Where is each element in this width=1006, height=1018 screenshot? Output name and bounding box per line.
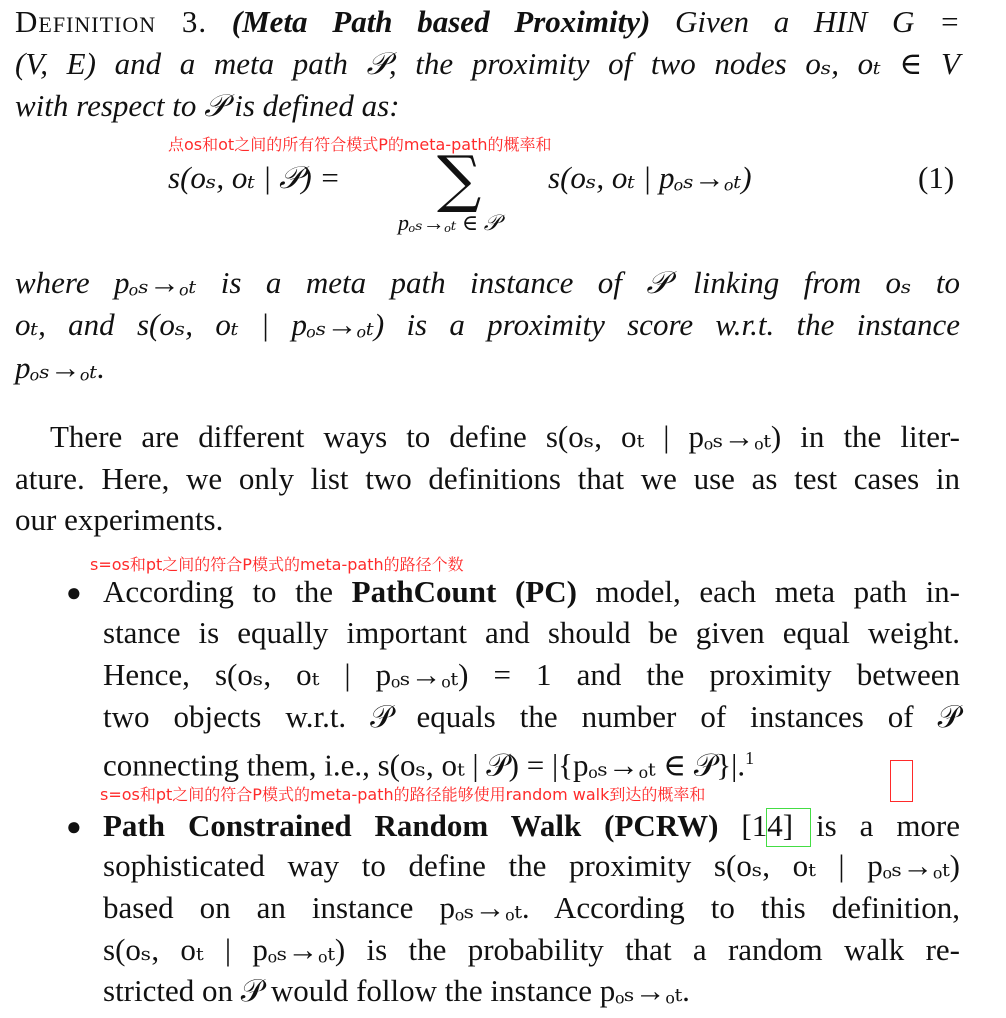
where-line: pₒₛ→ₒₜ. (15, 350, 106, 385)
citation-link[interactable]: [14] (741, 808, 794, 843)
paragraph-line: our experiments. (15, 502, 224, 537)
sum-symbol: ∑ (437, 142, 482, 215)
where-line: oₜ, and s(oₛ, oₜ | pₒₛ→ₒₜ) is a proximity score w.r.t. the instance (15, 307, 960, 342)
definition-line-2: (V, E) and a meta path 𝒫, the proximity of two nodes oₛ, oₜ ∈ V (15, 46, 960, 81)
model-name: Path Constrained Random Walk (PCRW) (103, 808, 719, 843)
bullet1-line (103, 574, 960, 610)
definition-title: (Meta Path based Proximity) (231, 4, 651, 39)
definition-label: Definition 3. (15, 4, 208, 39)
bullet1-line (103, 740, 754, 783)
text: is a more (816, 808, 961, 843)
equation-number: (1) (918, 160, 955, 195)
text: According to the (103, 574, 334, 609)
definition-line-3: with respect to 𝒫 is defined as: (15, 88, 400, 123)
bullet2-line: s(oₛ, oₜ | pₒₛ→ₒₜ) is the probability that a random walk re- (103, 932, 960, 967)
citation-highlight-box (766, 808, 811, 847)
paragraph-line: There are different ways to define s(oₛ, oₜ | pₒₛ→ₒₜ) in the liter- (50, 419, 960, 454)
bullet1-line: Hence, s(oₛ, oₜ | pₒₛ→ₒₜ) = 1 and the proximity between (103, 657, 960, 692)
bullet2-line (103, 808, 960, 844)
equation-rhs: s(oₛ, oₜ | pₒₛ→ₒₜ) (548, 160, 752, 195)
sum-subscript: pₒₛ→ₒₜ ∈ 𝒫 (398, 210, 500, 235)
annotation-pcrw: s=os和pt之间的符合P模式的meta-path的路径能够使用random walk到达的概率和 (100, 785, 706, 804)
footnote-highlight-box (890, 760, 913, 802)
annotation-pc: s=os和pt之间的符合P模式的meta-path的路径个数 (90, 555, 464, 574)
equation-lhs: s(oₛ, oₜ | 𝒫) = (168, 160, 341, 195)
bullet1-line: two objects w.r.t. 𝒫 equals the number of instances of 𝒫 (103, 699, 960, 734)
bullet2-line: sophisticated way to define the proximity s(oₛ, oₜ | pₒₛ→ₒₜ) (103, 848, 960, 883)
footnote-link[interactable]: 1 (745, 748, 755, 768)
paragraph-line: ature. Here, we only list two definitions that we use as test cases in (15, 461, 960, 496)
bullet-icon: ● (66, 812, 82, 841)
bullet2-line: stricted on 𝒫 would follow the instance pₒₛ→ₒₜ. (103, 973, 690, 1008)
model-name: PathCount (PC) (351, 574, 577, 609)
text: connecting them, i.e., s(oₛ, oₜ | 𝒫) = |{pₒₛ→ₒₜ ∈ 𝒫}|. (103, 747, 746, 783)
text: model, each meta path in- (595, 574, 961, 609)
bullet1-line: stance is equally important and should be given equal weight. (103, 615, 960, 650)
definition-text: Given a HIN G = (675, 4, 960, 39)
definition-line-1 (15, 4, 960, 40)
where-line: where pₒₛ→ₒₜ is a meta path instance of 𝒫 linking from oₛ to (15, 265, 960, 300)
bullet2-line: based on an instance pₒₛ→ₒₜ. According to this definition, (103, 890, 960, 925)
annotation-equation: 点os和ot之间的所有符合模式P的meta-path的概率和 (168, 135, 552, 154)
bullet-icon: ● (66, 578, 82, 607)
